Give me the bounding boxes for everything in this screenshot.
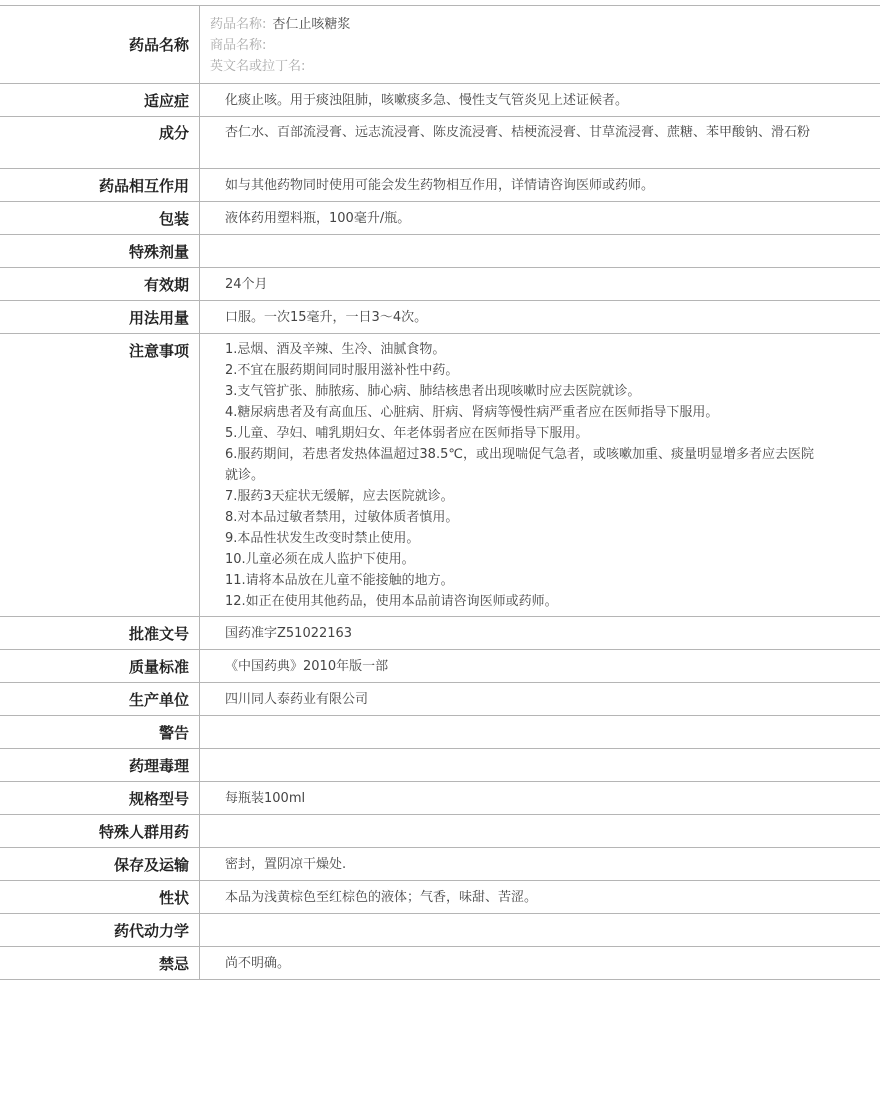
row-value bbox=[200, 914, 880, 946]
row-label: 生产单位 bbox=[0, 683, 200, 715]
row-label: 注意事项 bbox=[0, 334, 200, 616]
row-specification bbox=[0, 782, 880, 815]
row-label: 成分 bbox=[0, 117, 200, 168]
row-label: 用法用量 bbox=[0, 301, 200, 333]
row-special-population bbox=[0, 815, 880, 848]
row-quality-standard bbox=[0, 650, 880, 683]
english-name-line bbox=[210, 56, 870, 77]
row-value: 24个月 bbox=[225, 277, 268, 292]
row-value bbox=[200, 716, 880, 748]
row-label: 规格型号 bbox=[0, 782, 200, 814]
list-item: 8.对本品过敏者禁用，过敏体质者慎用。 bbox=[225, 510, 459, 525]
row-packaging bbox=[0, 202, 880, 235]
trade-name-key: 商品名称: bbox=[210, 38, 267, 53]
row-label: 质量标准 bbox=[0, 650, 200, 682]
row-value: 液体药用塑料瓶，100毫升/瓶。 bbox=[225, 211, 411, 226]
list-item: 4.糖尿病患者及有高血压、心脏病、肝病、肾病等慢性病严重者应在医师指导下服用。 bbox=[225, 405, 719, 420]
row-label: 批准文号 bbox=[0, 617, 200, 649]
row-label: 保存及运输 bbox=[0, 848, 200, 880]
list-item: 7.服药3天症状无缓解，应去医院就诊。 bbox=[225, 489, 454, 504]
row-value: 四川同人泰药业有限公司 bbox=[225, 692, 369, 707]
row-value: 《中国药典》2010年版一部 bbox=[225, 659, 389, 674]
trade-name-line bbox=[210, 35, 870, 56]
list-item: 5.儿童、孕妇、哺乳期妇女、年老体弱者应在医师指导下服用。 bbox=[225, 426, 589, 441]
list-item: 12.如正在使用其他药品，使用本品前请咨询医师或药师。 bbox=[225, 594, 558, 609]
row-value: 如与其他药物同时使用可能会发生药物相互作用，详情请咨询医师或药师。 bbox=[225, 178, 655, 193]
row-value: 口服。一次15毫升，一日3～4次。 bbox=[225, 310, 428, 325]
row-shelf-life bbox=[0, 268, 880, 301]
row-contraindications bbox=[0, 947, 880, 980]
row-label: 适应症 bbox=[0, 84, 200, 116]
row-value: 每瓶装100ml bbox=[225, 791, 306, 806]
row-label: 禁忌 bbox=[0, 947, 200, 979]
list-item: 3.支气管扩张、肺脓疡、肺心病、肺结核患者出现咳嗽时应去医院就诊。 bbox=[225, 384, 641, 399]
row-label: 药品名称 bbox=[0, 6, 200, 83]
list-item: 10.儿童必须在成人监护下使用。 bbox=[225, 552, 415, 567]
row-toxicology bbox=[0, 749, 880, 782]
list-item: 9.本品性状发生改变时禁止使用。 bbox=[225, 531, 420, 546]
row-label: 特殊剂量 bbox=[0, 235, 200, 267]
generic-name-value: 杏仁止咳糖浆 bbox=[272, 17, 351, 32]
row-value bbox=[200, 235, 880, 267]
list-item: 2.不宜在服药期间同时服用滋补性中药。 bbox=[225, 363, 459, 378]
drug-name-values bbox=[200, 6, 880, 83]
row-label: 药品相互作用 bbox=[0, 169, 200, 201]
list-item: 6.服药期间，若患者发热体温超过38.5℃，或出现喘促气急者，或咳嗽加重、痰量明显增多者应去医院就诊。 bbox=[225, 447, 814, 483]
row-usage bbox=[0, 301, 880, 334]
row-interactions bbox=[0, 169, 880, 202]
row-value: 化痰止咳。用于痰浊阻肺，咳嗽痰多急、慢性支气管炎见上述证候者。 bbox=[225, 93, 629, 108]
drug-spec-table bbox=[0, 5, 880, 980]
row-special-dosage bbox=[0, 235, 880, 268]
row-pharmacokinetics bbox=[0, 914, 880, 947]
row-drug-name bbox=[0, 6, 880, 84]
row-value: 国药准字Z51022163 bbox=[225, 626, 353, 641]
precautions-list bbox=[200, 334, 880, 616]
row-description bbox=[0, 881, 880, 914]
row-value bbox=[200, 815, 880, 847]
generic-name-key: 药品名称: bbox=[210, 17, 267, 32]
row-ingredients bbox=[0, 117, 880, 169]
row-value: 密封，置阴凉干燥处. bbox=[225, 857, 347, 872]
row-warning bbox=[0, 716, 880, 749]
row-indications bbox=[0, 84, 880, 117]
row-manufacturer bbox=[0, 683, 880, 716]
row-label: 有效期 bbox=[0, 268, 200, 300]
row-approval-number bbox=[0, 617, 880, 650]
row-storage bbox=[0, 848, 880, 881]
row-precautions bbox=[0, 334, 880, 617]
english-name-key: 英文名或拉丁名: bbox=[210, 59, 306, 74]
row-label: 性状 bbox=[0, 881, 200, 913]
row-label: 特殊人群用药 bbox=[0, 815, 200, 847]
row-label: 药代动力学 bbox=[0, 914, 200, 946]
row-label: 包装 bbox=[0, 202, 200, 234]
row-value: 杏仁水、百部流浸膏、远志流浸膏、陈皮流浸膏、桔梗流浸膏、甘草流浸膏、蔗糖、苯甲酸钠、滑石粉 bbox=[225, 125, 811, 140]
row-label: 药理毒理 bbox=[0, 749, 200, 781]
row-value: 尚不明确。 bbox=[225, 956, 291, 971]
generic-name-line bbox=[210, 14, 870, 35]
row-label: 警告 bbox=[0, 716, 200, 748]
row-value: 本品为浅黄棕色至红棕色的液体；气香，味甜、苦涩。 bbox=[225, 890, 538, 905]
list-item: 1.忌烟、酒及辛辣、生冷、油腻食物。 bbox=[225, 342, 446, 357]
row-value bbox=[200, 749, 880, 781]
list-item: 11.请将本品放在儿童不能接触的地方。 bbox=[225, 573, 454, 588]
